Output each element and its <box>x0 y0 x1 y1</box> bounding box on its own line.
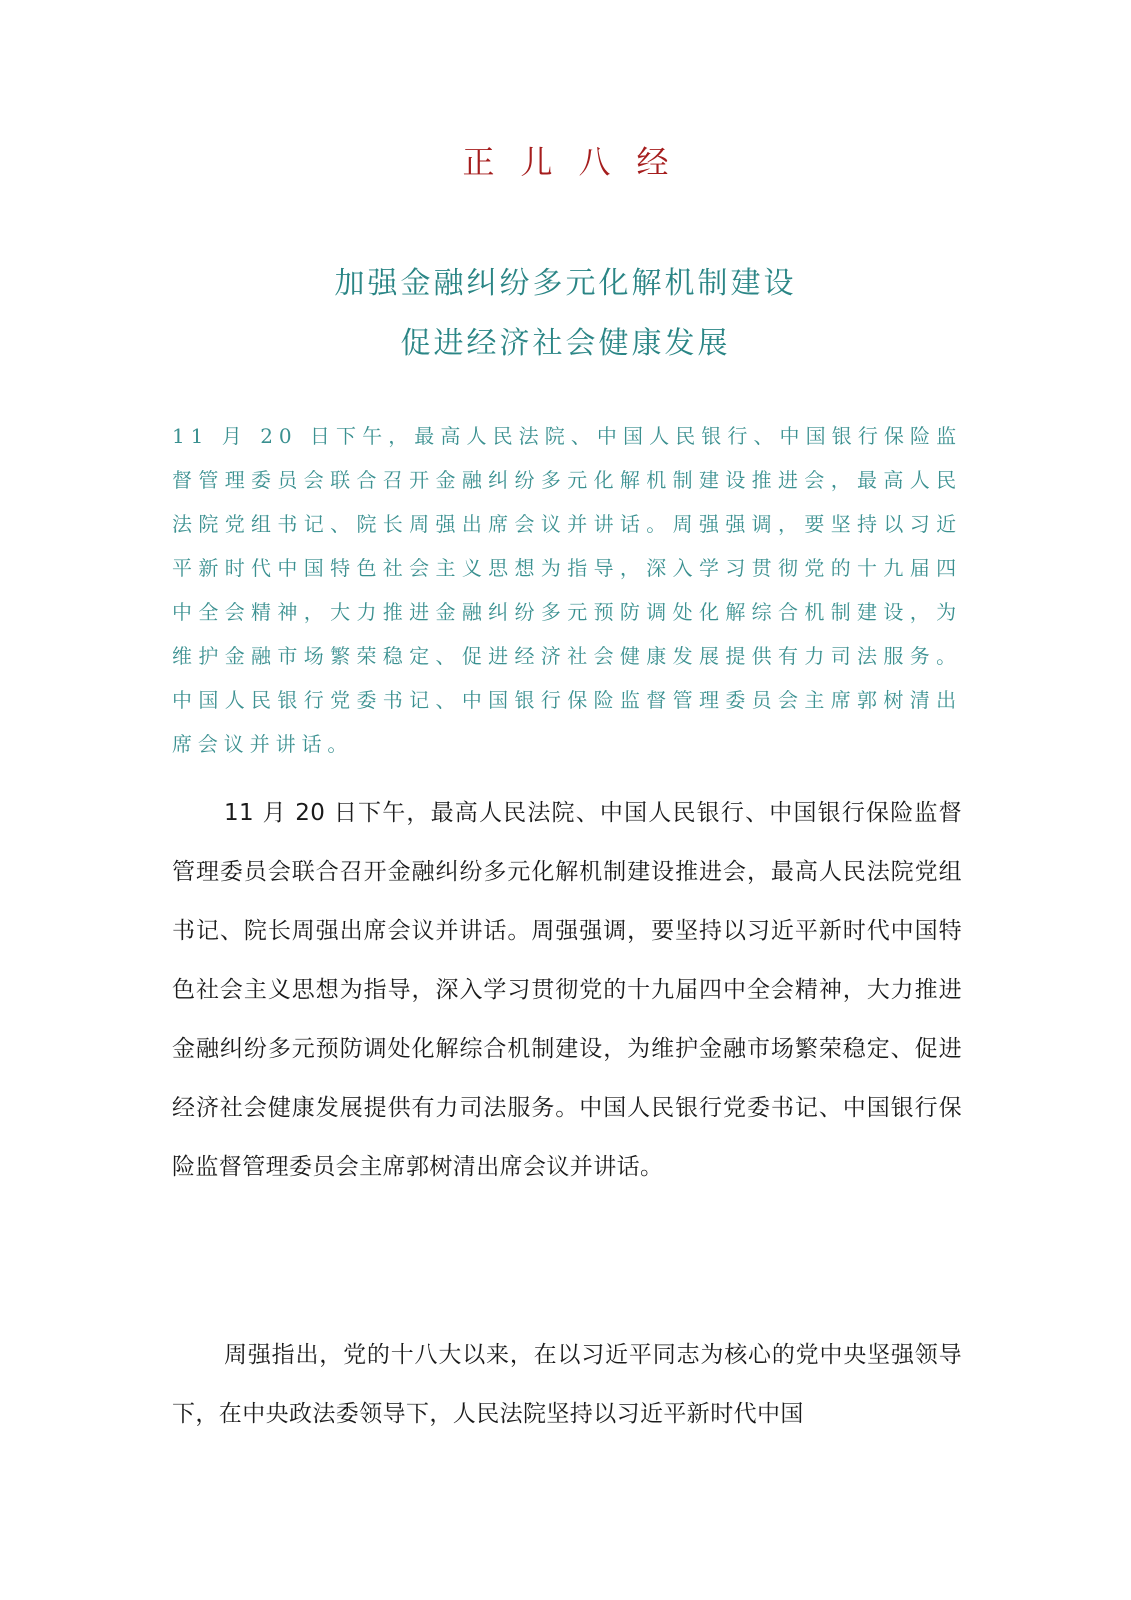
body-paragraph-1: 11 月 20 日下午，最高人民法院、中国人民银行、中国银行保险监督管理委员会联合召开金融纠纷多元化解机制建设推进会，最高人民法院党组书记、院长周强出席会议并讲话。周强强调，要坚持以习近平新时代中国特色社会主义思想为指导，深入学习贯彻党的十九届四中全会精神，大力推进金融纠纷多元预防调处化解综合机制建设，为维护金融市场繁荣稳定、促进经济社会健康发展提供有力司法服务。中国人民银行党委书记、中国银行保险监督管理委员会主席郭树清出席会议并讲话。 <box>172 800 962 1180</box>
masthead-title: 正儿八经 <box>462 143 695 181</box>
body-paragraph-2: 周强指出，党的十八大以来，在以习近平同志为核心的党中央坚强领导下，在中央政法委领导下，人民法院坚持以习近平新时代中国 <box>172 1342 962 1427</box>
lead-summary: 11 月 20 日下午，最高人民法院、中国人民银行、中国银行保险监督管理委员会联合召开金融纠纷多元化解机制建设推进会，最高人民法院党组书记、院长周强出席会议并讲话。周强强调，要坚持以习近平新时代中国特色社会主义思想为指导，深入学习贯彻党的十九届四中全会精神，大力推进金融纠纷多元预防调处化解综合机制建设，为维护金融市场繁荣稳定、促进经济社会健康发展提供有力司法服务。中国人民银行党委书记、中国银行保险监督管理委员会主席郭树清出席会议并讲话。 <box>172 424 962 756</box>
headline-line-2: 促进经济社会健康发展 <box>400 326 731 361</box>
headline-line-1: 加强金融纠纷多元化解机制建设 <box>334 266 797 301</box>
